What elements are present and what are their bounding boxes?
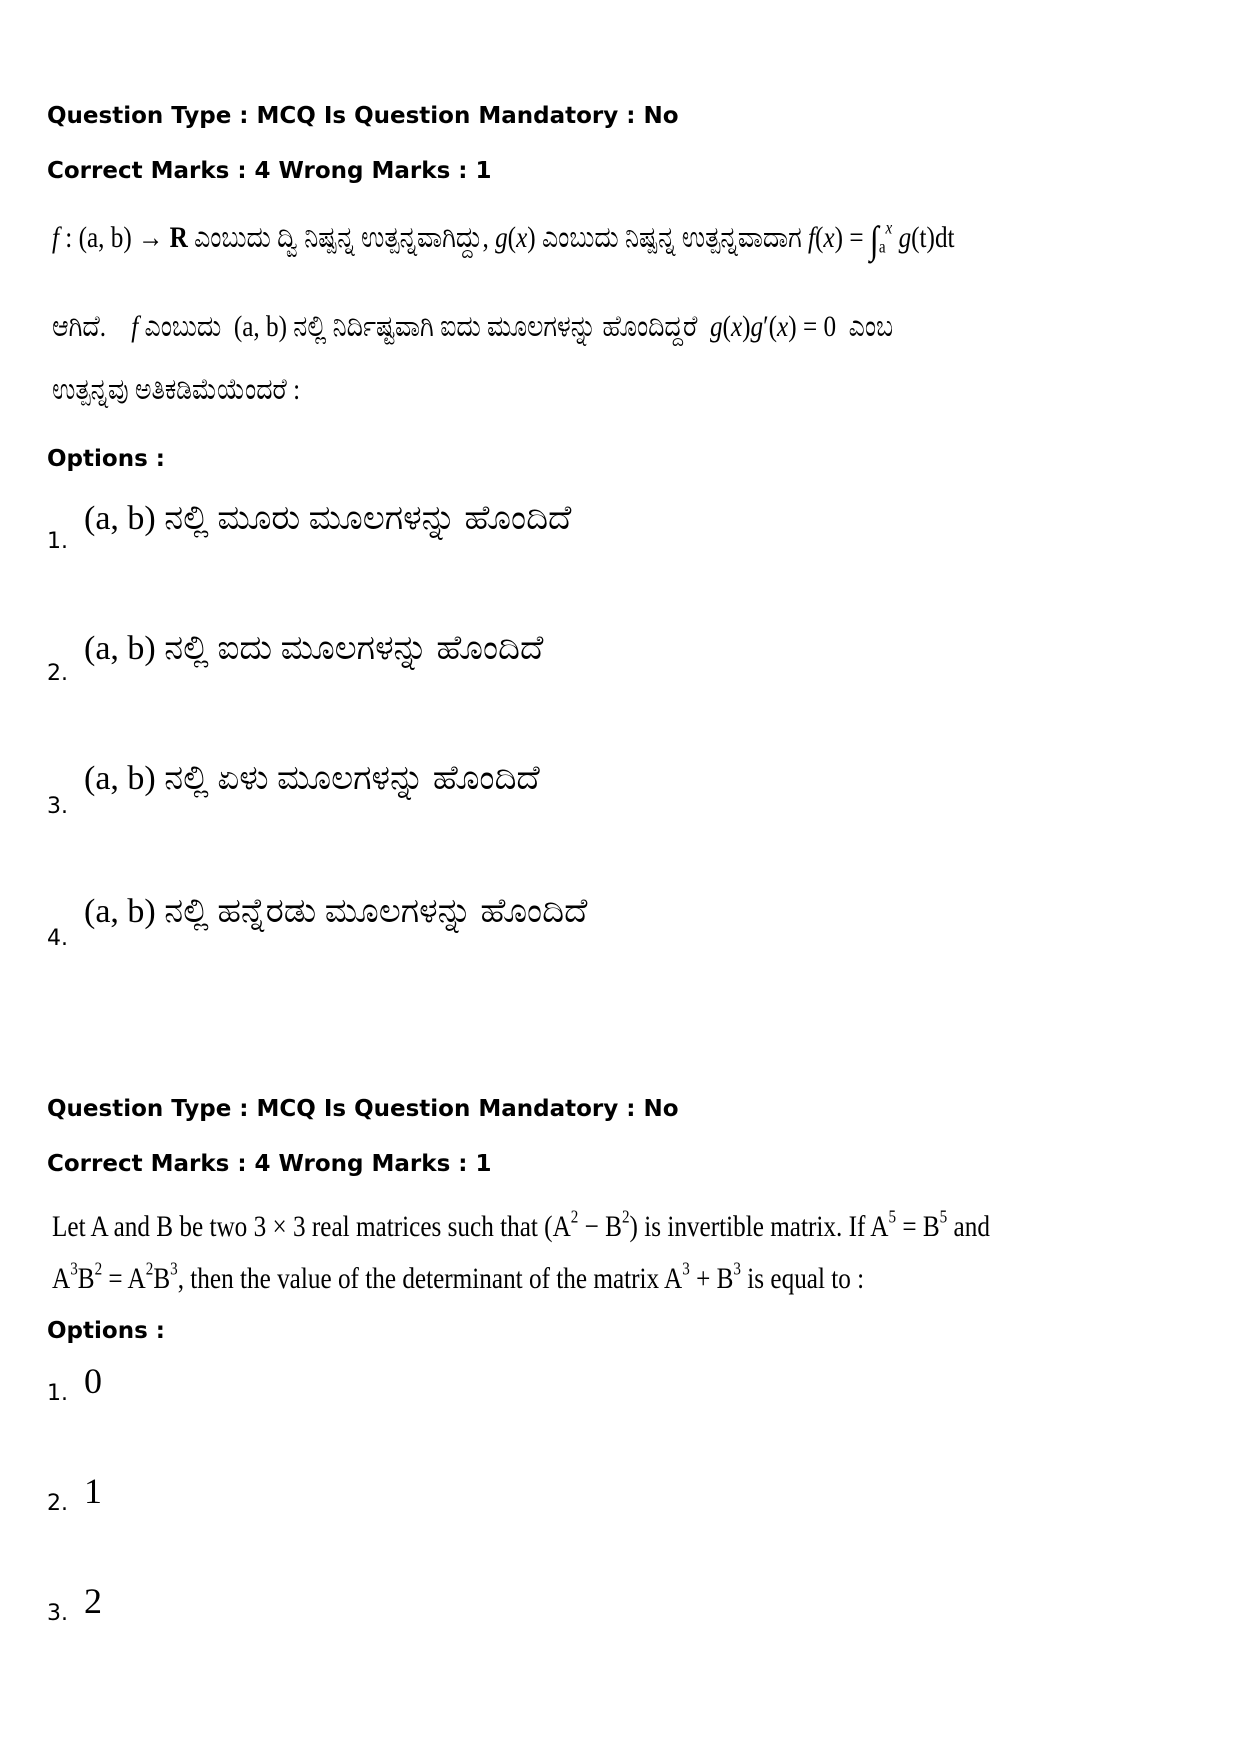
option-text: 1	[84, 1471, 102, 1511]
option-text: 0	[84, 1361, 102, 1401]
options-label: Options :	[47, 1318, 165, 1344]
option-number: 2.	[47, 1491, 68, 1516]
option-text: (a, b) ನಲ್ಲಿ ಏಳು ಮೂಲಗಳನ್ನು ಹೊಂದಿದೆ	[84, 760, 540, 797]
question-type-line: Question Type : MCQ Is Question Mandatory : No	[47, 103, 679, 129]
option-number: 2.	[47, 661, 68, 686]
marks-line: Correct Marks : 4 Wrong Marks : 1	[47, 1151, 492, 1177]
option-number: 3.	[47, 1601, 68, 1626]
question-type-line: Question Type : MCQ Is Question Mandatory : No	[47, 1096, 679, 1122]
stmt-text: is equal to :	[747, 1262, 865, 1295]
option-number: 1.	[47, 529, 68, 554]
stmt-text: ಆಗಿದೆ.	[52, 310, 107, 343]
marks-line: Correct Marks : 4 Wrong Marks : 1	[47, 158, 492, 184]
stmt-text: is invertible matrix. If	[644, 1210, 866, 1243]
option-text: (a, b) ನಲ್ಲಿ ಮೂರು ಮೂಲಗಳನ್ನು ಹೊಂದಿದೆ	[84, 500, 572, 537]
option-text: 2	[84, 1581, 102, 1621]
options-label: Options :	[47, 446, 165, 472]
question-statement-line-2: $A^3B^2 = A^2B^3$, then the value of the determinant of the matrix $A^3 + B^3$ is equal to :	[52, 1258, 865, 1295]
option-text: (a, b) ನಲ್ಲಿ ಹನ್ನೆರಡು ಮೂಲಗಳನ್ನು ಹೊಂದಿದೆ	[84, 893, 588, 930]
stmt-text: ಎಂಬುದು	[144, 310, 222, 343]
question-statement-line-2: ಆಗಿದೆ. f ಎಂಬುದು (a, b) ನಲ್ಲಿ ನಿರ್ದಿಷ್ಟವಾಗಿ ಐದು ಮೂಲಗಳನ್ನು ಹೊಂದಿದ್ದರೆ g(x)g′(x) = 0 ಎಂಬ	[52, 310, 894, 343]
question-statement-line-1: f : (a, b) → R ಎಂಬುದು ದ್ವಿ ನಿಷ್ಪನ್ನ ಉತ್ಪನ್ನವಾಗಿದ್ದು, g(x) ಎಂಬುದು ನಿಷ್ಪನ್ನ ಉತ್ಪನ್ನವಾದಾಗ $f(x) = \int_a^x$ g(t)dt	[52, 217, 955, 262]
option-number: 4.	[47, 926, 68, 951]
stmt-text: and	[953, 1210, 990, 1243]
stmt-text: ಉತ್ಪನ್ನವು ಅತಿಕಡಿಮೆಯೆಂದರೆ :	[52, 373, 301, 406]
stmt-text: , then the value of the determinant of the matrix	[177, 1262, 660, 1295]
stmt-text: ಎಂಬ	[848, 310, 894, 343]
stmt-text: ಎಂಬುದು ನಿಷ್ಪನ್ನ ಉತ್ಪನ್ನವಾದಾಗ	[541, 221, 802, 255]
question-statement-line-1: Let A and B be two 3 × 3 real matrices such that $(A^2 - B^2)$ is invertible matrix. If $A^5 = B^5$ and	[52, 1206, 990, 1243]
option-number: 1.	[47, 1381, 68, 1406]
stmt-text: ಎಂಬುದು ದ್ವಿ ನಿಷ್ಪನ್ನ ಉತ್ಪನ್ನವಾಗಿದ್ದು,	[194, 221, 489, 255]
stmt-text: Let A and B be two 3 × 3 real matrices such that	[52, 1210, 538, 1243]
option-text: (a, b) ನಲ್ಲಿ ಐದು ಮೂಲಗಳನ್ನು ಹೊಂದಿದೆ	[84, 630, 544, 667]
question-statement-line-3	[52, 373, 300, 407]
stmt-text: ನಲ್ಲಿ ನಿರ್ದಿಷ್ಟವಾಗಿ ಐದು ಮೂಲಗಳನ್ನು ಹೊಂದಿದ್ದರೆ	[293, 310, 698, 343]
option-number: 3.	[47, 794, 68, 819]
